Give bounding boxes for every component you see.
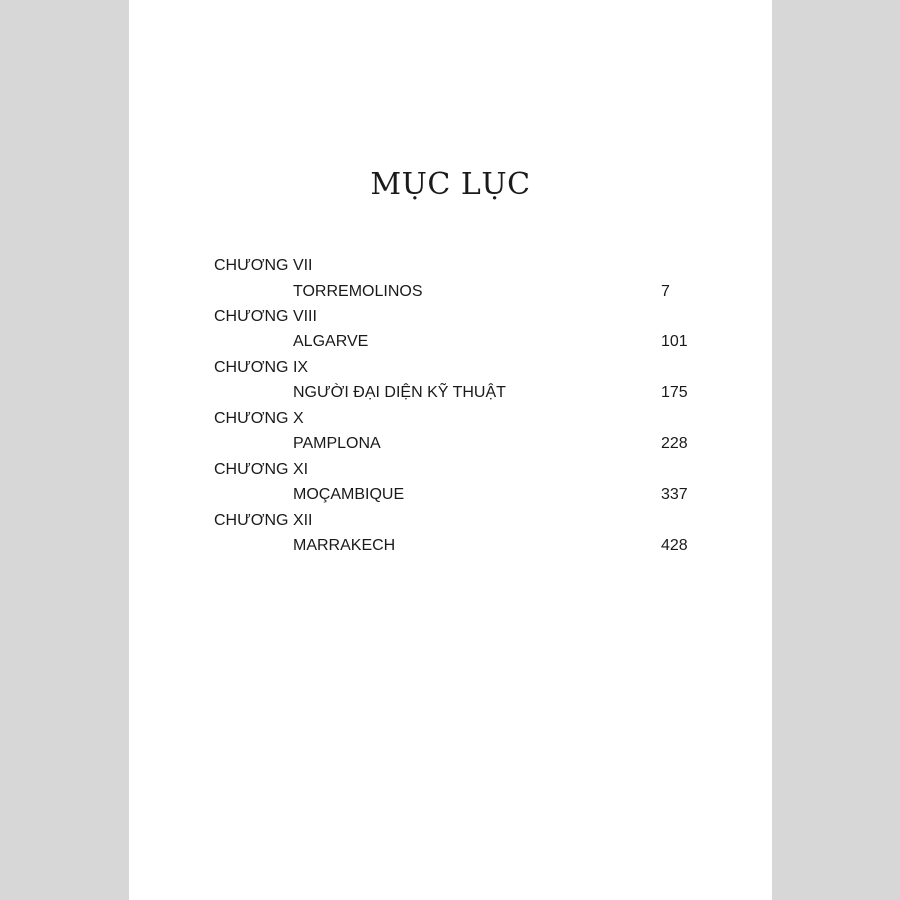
chapter-title: MARRAKECH bbox=[293, 537, 396, 554]
chapter-label: CHƯƠNG XII bbox=[214, 512, 313, 529]
page-title: MỤC LỤC bbox=[370, 167, 531, 202]
document-page bbox=[129, 0, 772, 900]
page-number: 428 bbox=[661, 537, 688, 554]
table-of-contents bbox=[129, 0, 772, 900]
page-number: 228 bbox=[661, 435, 688, 452]
chapter-label: CHƯƠNG IX bbox=[214, 359, 309, 376]
chapter-label: CHƯƠNG XI bbox=[214, 461, 309, 478]
chapter-label: CHƯƠNG VIII bbox=[214, 308, 317, 325]
page-number: 337 bbox=[661, 486, 688, 503]
chapter-label: CHƯƠNG VII bbox=[214, 257, 313, 274]
chapter-label: CHƯƠNG X bbox=[214, 410, 304, 427]
chapter-title: PAMPLONA bbox=[293, 435, 381, 452]
chapter-title: TORREMOLINOS bbox=[293, 283, 423, 300]
chapter-title: ALGARVE bbox=[293, 333, 369, 350]
chapter-title: NGƯỜI ĐẠI DIỆN KỸ THUẬT bbox=[293, 384, 506, 401]
page-number: 7 bbox=[661, 283, 670, 300]
chapter-title: MOÇAMBIQUE bbox=[293, 486, 405, 503]
page-number: 101 bbox=[661, 333, 688, 350]
page-number: 175 bbox=[661, 384, 688, 401]
